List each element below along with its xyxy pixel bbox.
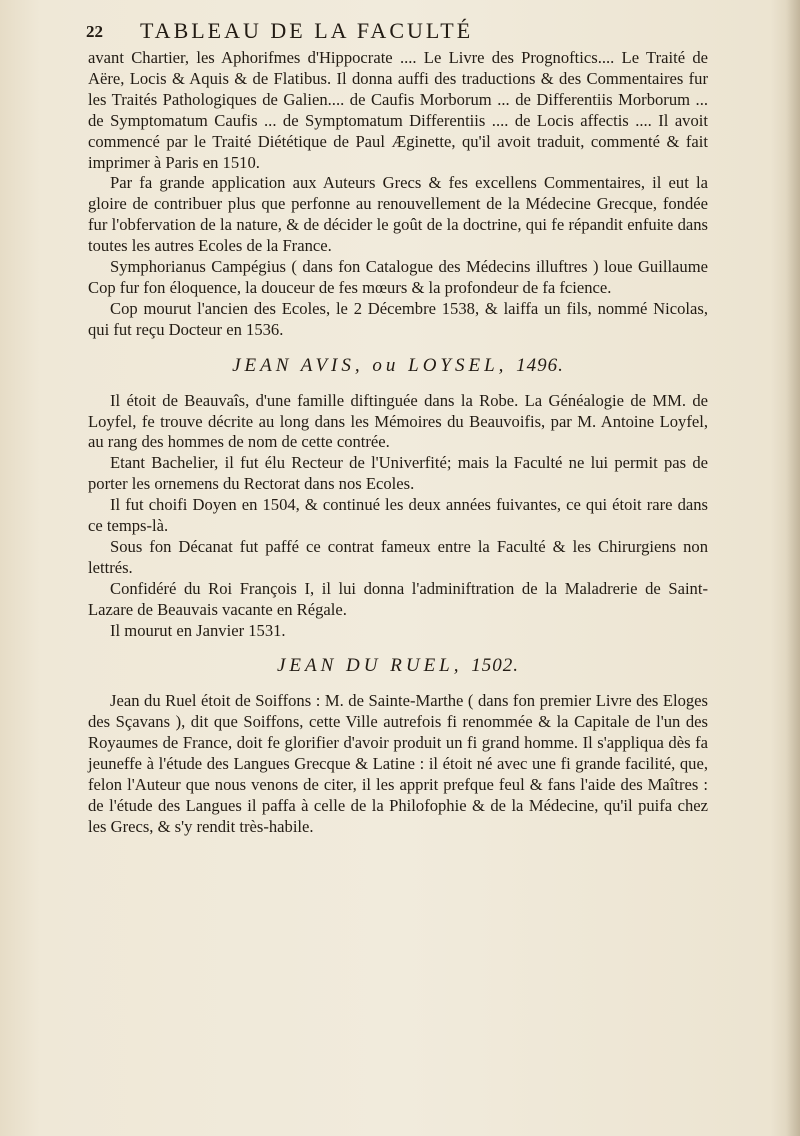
paragraph: Etant Bachelier, il fut élu Recteur de l'Univerfité; mais la Faculté ne lui permit pas de porter les ornemens du Rectorat dans nos Ecoles. (88, 453, 708, 494)
section-heading-jean-du-ruel (88, 656, 708, 677)
running-title: TABLEAU DE LA FACULTÉ (140, 18, 474, 43)
heading-name: JEAN AVIS, ou LOYSEL, (232, 354, 508, 376)
paragraph: Il étoit de Beauvaîs, d'une famille diftinguée dans la Robe. La Généalogie de MM. de Loyfel, fe trouve décrite au long dans les Mémoires du Beauvoifis, par M. Antoine Loyfel, au rang des hommes de nom de cette contrée. (88, 390, 708, 452)
paragraph: Il fut choifi Doyen en 1504, & continué les deux années fuivantes, ce qui étoit rare dans ce temps-là. (88, 495, 708, 536)
page-body (88, 48, 708, 838)
paragraph: Sous fon Décanat fut paffé ce contrat fameux entre la Faculté & les Chirurgiens non lettrés. (88, 536, 708, 577)
running-header (86, 18, 712, 48)
paragraph: Par fa grande application aux Auteurs Grecs & fes excellens Commentaires, il eut la gloire de contribuer plus que perfonne au renouvellement de la Médecine Grecque, fondée fur l'obfervation de la nature, & de décider le goût de la doctrine, qui fe répandit enfuite dans toutes les autres Ecoles de la France. (88, 173, 708, 256)
section-heading-jean-avis (88, 356, 708, 377)
paragraph: Cop mourut l'ancien des Ecoles, le 2 Décembre 1538, & laiffa un fils, nommé Nicolas, qui fut reçu Docteur en 1536. (88, 298, 708, 339)
paragraph: Jean du Ruel étoit de Soiffons : M. de Sainte-Marthe ( dans fon premier Livre des Eloges des Sçavans ), dit que Soiffons, cette Ville autrefois fi renommée & la Capitale de l'un des Royaumes de France, doit fe glorifier d'avoir produit un fi grand homme. Il s'appliqua dès fa jeuneffe à l'étude des Langues Grecque & Latine : il étoit né avec une fi grande facilité, que, felon l'Auteur que nous venons de citer, il les apprit prefque feul & fans l'aide des Maîtres : de l'étude des Langues il paffa à celle de la Philofophie & de la Médecine, qu'il puifa chez les Grecs, & s'y rendit très-habile. (88, 691, 708, 836)
paragraph: Confidéré du Roi François I, il lui donna l'adminiftration de la Maladrerie de Saint-Lazare de Beauvais vacante en Régale. (88, 578, 708, 619)
heading-name: JEAN DU RUEL, (276, 655, 463, 677)
heading-date: 1496. (516, 354, 564, 376)
paragraph: Il mourut en Janvier 1531. (110, 620, 286, 640)
page-number: 22 (86, 22, 103, 41)
paragraph: Symphorianus Campégius ( dans fon Catalogue des Médecins illuftres ) loue Guillaume Cop fur fon éloquence, la douceur de fes mœurs & la profondeur de fa fcience. (88, 257, 708, 297)
page-edge-shadow (786, 0, 800, 1136)
paragraph: avant Chartier, les Aphorifmes d'Hippocrate .... Le Livre des Prognoftics.... Le Traité de Aëre, Locis & Aquis & de Flatibus. Il donna auffi des traductions & des Commentaires fur les Traités Pathologiques de Galien.... de Caufis Morborum ... de Differentiis Morborum ... de Symptomatum Caufis ... de Symptomatum Differentiis .... de Locis affectis .... Il avoit commencé par le Traité Diététique de Paul Æginette, qu'il avoit traduit, commenté & fait imprimer à Paris en 1510. (88, 48, 708, 172)
heading-date: 1502. (471, 655, 519, 677)
